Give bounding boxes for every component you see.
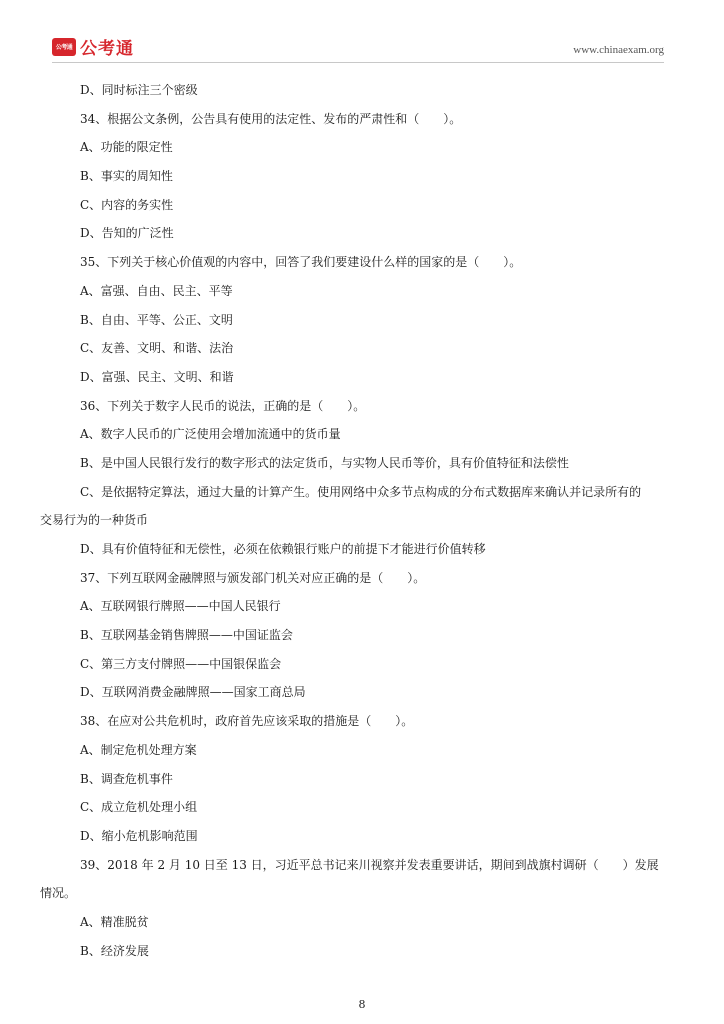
option-line: C、友善、文明、和谐、法治 [80,341,234,356]
option-line: A、精准脱贫 [80,914,149,929]
option-line: A、功能的限定性 [80,140,173,155]
question-35: 35、下列关于核心价值观的内容中，回答了我们要建设什么样的国家的是（ ）。 [80,255,522,270]
option-line: A、互联网银行牌照——中国人民银行 [80,599,281,614]
option-line: D、互联网消费金融牌照——国家工商总局 [80,685,306,700]
option-line: B、经济发展 [80,943,149,958]
document-body [40,76,672,965]
page-header [52,34,664,60]
option-line: C、内容的务实性 [80,197,174,212]
option-line: D、缩小危机影响范围 [80,828,198,843]
question-34: 34、根据公文条例，公告具有使用的法定性、发布的严肃性和（ ）。 [80,111,462,126]
option-line: C、是依据特定算法，通过大量的计算产生。使用网络中众多节点构成的分布式数据库来确认并记录所有的 [80,484,642,499]
option-line: A、数字人民币的广泛使用会增加流通中的货币量 [80,427,341,442]
logo-text: 公考通 [80,39,134,59]
question-36: 36、下列关于数字人民币的说法，正确的是（ ）。 [80,398,366,413]
option-line: D、具有价值特征和无偿性，必须在依赖银行账户的前提下才能进行价值转移 [80,542,486,556]
option-line: B、调查危机事件 [80,771,173,786]
logo-badge: 公考通 [52,38,76,56]
option-line: B、自由、平等、公正、文明 [80,312,233,327]
option-line: B、互联网基金销售牌照——中国证监会 [80,628,293,643]
option-line: B、事实的周知性 [80,169,173,184]
question-38: 38、在应对公共危机时，政府首先应该采取的措施是（ ）。 [80,714,414,729]
option-line: D、富强、民主、文明、和谐 [80,369,234,384]
option-line: B、是中国人民银行发行的数字形式的法定货币，与实物人民币等价，具有价值特征和法偿性 [80,455,569,470]
option-line-continuation: 交易行为的一种货币 [40,513,149,528]
option-line: D、告知的广泛性 [80,226,174,241]
question-37: 37、下列互联网金融牌照与颁发部门机关对应正确的是（ ）。 [80,570,426,585]
option-line: A、富强、自由、民主、平等 [80,283,233,298]
page-number: 8 [358,998,366,1011]
question-39-continuation: 情况。 [40,886,77,901]
option-line: A、制定危机处理方案 [80,742,197,757]
option-line: C、第三方支付牌照——中国银保监会 [80,656,282,671]
site-url[interactable]: www.chinaexam.org [573,44,664,56]
brand-logo [52,34,134,59]
header-divider [52,62,664,63]
question-39: 39、2018 年 2 月 10 日至 13 日，习近平总书记来川视察并发表重要讲话，期间到战旗村调研（ ）发展 [80,857,659,872]
option-line: C、成立危机处理小组 [80,800,198,815]
option-line: D、同时标注三个密级 [80,83,198,97]
